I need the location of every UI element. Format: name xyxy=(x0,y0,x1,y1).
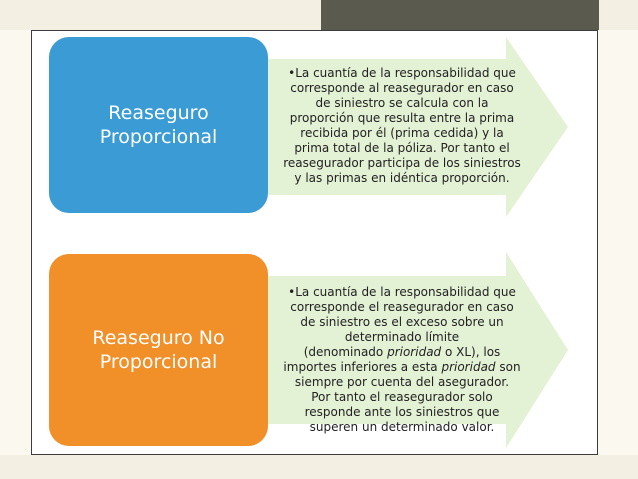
proportional-description: •La cuantía de la responsabilidad que corresponde al reasegurador en caso de siniestro se calcula con la proporción que resulta entre la prima recibida por él (prima cedida) y la prima total de la póliza. Por tanto el reasegurador participa de los siniestros y las primas en idéntica proporción. xyxy=(283,66,521,185)
np-emphasis-prioridad-1: prioridad xyxy=(387,345,442,359)
non-proportional-title: Reaseguro No Proporcional xyxy=(92,327,225,373)
np-text-3: son siempre por cuenta del asegurador. Por tanto el reasegurador solo responde ante los siniestros que superen un determinado valor. xyxy=(294,360,521,434)
proportional-title-box xyxy=(49,37,268,213)
proportional-title: Reaseguro Proporcional xyxy=(99,102,218,148)
np-text-2: o XL), los importes inferiores a esta xyxy=(283,345,501,374)
np-emphasis-prioridad-2: prioridad xyxy=(441,360,496,374)
header-tab xyxy=(321,0,599,30)
proportional-arrow xyxy=(268,37,568,217)
non-proportional-title-box xyxy=(49,254,268,446)
np-text-1: •La cuantía de la responsabilidad que corresponde el reasegurador en caso de siniestro es el exceso sobre un determinado límite (denominado xyxy=(288,285,516,359)
non-proportional-arrow xyxy=(268,252,568,448)
footer-band xyxy=(0,455,638,479)
non-proportional-description xyxy=(272,285,532,435)
